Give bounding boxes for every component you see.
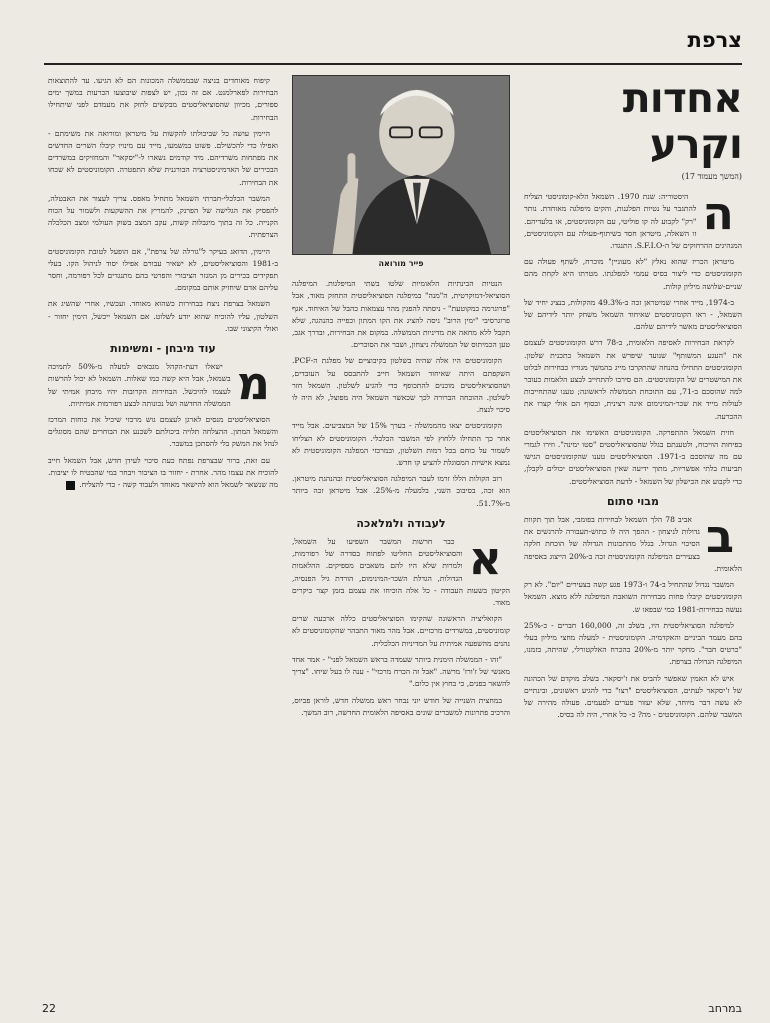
dropcap: מ [236,356,270,411]
portrait-photo [292,75,510,255]
paragraph: א כבר חרשות המשבר השפיעו על השמאל, והסוציאליסטים החליטו לפתוח בסדרה של רפורמות, ולמרות שלא היו להם משאבים מספיקים. ההלאמות הגדולות, הגדלת השכר-המינימום, הורדת גיל הפנסיה, הקיטון בשעות העבודה - כל אלה הוכיחו את עצמם בזמן קצר כיקרים מאוד. [292,531,510,608]
paragraph: הקומוניסטים היו אלה שהיה בשלטון בקיבוציים של מפלגת ה-PCF. השקפתם היתה שאיחוד השמאל חייב להתבסס על העובדים, ושהסוציאליסטים מוכנים להתכופף כדי להגיע לשלטון. השמאל חזר לשלטון. ההוכחה הברורה לכך שכאשר השמאל היה מפוצל, לא היה לו סיכוי לנצח. [292,356,510,415]
paragraph: הקואליציה הראשונה שהקימו הסוציאליסטים כללה ארבעה שרים קומוניסטים, במשרדים מרכזיים. אבל מהר מאוד התבהר שהקומוניסטים לא נהנים מהשפעה אמיתית על המדיניות הכלכלית. [292,614,510,648]
paragraph: מ ישאלו דעת-הקהל מגבאים למעלה מ-50% לתמיכה בשמאל, אבל היא קשה כמו שאלות. השמאל לא יכול להרשות לעצמו להיכשל. הבחירות הקרובות יהיו מיבחן אמיתי של הממשלה החדשה ושל נכונותה לבצע רפורמות אמיתיות. [48,361,278,410]
paragraph: היימין, הדואג בעיקר ל"גורלה של צרפת", אם הופעל לטובת הקומוניסטים ב-1981 והסוציאליסטים, לא ישאיר עבורם אפילו יסוד לניהול הקו. בעלי תפקידים בכירים מן המגזר הציבורי והפרטי בהם מתנגדים לכל רפורמה, וחסר עליהם אדם שיחזיק אותם במקומם. [48,246,278,293]
paragraph: עם זאת, ברור שבצרפת נפתח כעת סיכוי לעידן חדש, אבל השמאל חייב להוכיח את עצמו מהר. אחרת - יחזור בו הציבור ויבחר במי שהבטיח לו יציבות. מה שנשאר לשמאל הוא להישאר מאוחד ולעבוד קשה - כדי להצליח. [48,455,278,490]
paragraph: המשבר הכלכלי-חברתי השמאל מתחיל מאפס. צריך לעצור את האבטלה, להפסיק את הגלישה של הפרנק, להמריץ את ההשקעות ולשמור על הכוח הקנייה. כל זה בתוך מיגבלות קשות, עקב המצב בשוק העולמי ומצב הכלכלה הצרפתית. [48,193,278,240]
footer-label: במרחב [708,1002,742,1015]
top-rule-divider [44,63,742,65]
paragraph: רוב הקולות הללו זרמו לעבר המיפלגה הסוציאליסטית ובהנהגת מיטראן. הוא זכה, בסיבוב השני, בלמעלה מ-25%. אבל מיטראן זכה ביותר מ-51.7%. [292,474,510,508]
paragraph: השמאל בצרפת ניצח בבחירות כשהוא מאוחד. ועכשיו, אחרי שהשיג את השלטון, עליו להוכיח שהוא יודע לשלוט. אם השמאל ייכשל, הימין יחזור - ואולי הקיצוני שבו. [48,299,278,333]
paragraph: חזית השמאל ההתפרקה. הקומוניסטים האשימו את הסוציאליסטים בפיחות הוויכוח, ולטענתם בגלל שהסוציאליסטים "סטו ימינה". וזירו לגמרי עם מה שהוסכם ב-1971. הסוציאליסטים טענו שהקומוניסטים הגישו תביעות בלתי אפשריות, מתוך ידיעה שאין הסוציאליסטים יכולים לקבלן, כדי לקבוע את הכישלון של השמאל - לדעת הסוציאליסטים. [524,427,742,486]
paragraph: איש לא האמין שאפשר להביס את ז'יסקאר. בשלב מוקדם של הכהונה של ז'יסקאר לעתים, הסוציאליסטים "רצו" כדי להגיע ראשונים, ובינתיים לא עשה דבר מיוחד, שלא יעזור פערים לפעמים. פעולה מהירה של המשבר שלהם. הקומוניסטים - מה? כ- כל אחרי, היה לה בסיס. [524,673,742,720]
article-column-left [48,75,278,1010]
continuation-note: (המשך מעמוד 17) [681,172,742,181]
section-header: צרפת [687,28,742,52]
dropcap: א [468,531,502,586]
paragraph: הקומוניסטים יצאו מהממשלה - בערך 15% של המצביעים. אבל מייד אחר כך התחילו ללחוץ לפי המשבר הכלכלי. הקומוניסטים לא הצליחו לשמור על כוחם בכל רמות השלטון, ובמרכזי המפלגה הקומוניסטית לא נמצא אישיות המסוגלת להציע קו חדש. [292,421,510,468]
subheading: לעבודה ולמלאכה [356,516,446,530]
paragraph: ב-1974, מייד אחרי שמיטראן זכה ב-49.3% מהקולות, בנציג יחיד של השמאל, - ראו הקומוניסטים שאיחוד השמאל משחק יותר לידיהם של הסוציאליסטים מאשר לידיהם שלהם. [524,297,742,332]
paragraph: הסוציאליסטים מנסים לארגן לעצמם גוש מרכזי שיכיל את כוחות המרכז והשמאל המתון. ההצלחה תלויה ביכולתם לשכנע את הבוחרים שהם מסוגלים לנהל את המשק בלי להסתכן במשבר. [48,415,278,449]
paragraph: למיפלגה הסוציאליסטית היו, בשלב זה, 160,000 חברים - כ-25% בהם מעמד הביניים והאקדמיה. הקומוניסטית - למעלה מחצי מיליון בעלי "כרטיס חבר". מחקר יותר מ-20% בהכרח האלקטורלי, שהיתה, בזמנו, המיפלגה הגדולה בצרפת. [524,620,742,667]
paragraph: הנטיות הבינתיות הלאומיות שלטו בשתי המיפלגות. המיפלגה הסוציאל-דמוקרטית, ה"מנה" במיפלגה הסוציאליסטית התחזק מאוד, אבל "פרוגרמה כמקוטעת" - ניסתה להפגין מהר עצמאות כהבל של האיחוד. אגף פרוגרסיבי "ימין הרוב" ניסה להציג את הקו המתון וכפייה כהנהגה, שלא תקבל ללא מחאה את מדיניות הממשלה. במקום את הבחירות, ובדרך אגב, טען הכמיתוס של הממשלה ניצחון, ושבר את הסוכרים. [292,279,510,350]
paragraph: המשבר נגדול שהתחיל ב-74 ו-1973 פגע קשה בצעירים "יום". לא רק הקומוניסטים קיבלו פחות מבחירות השואבת המיפלגה ללא מוצא. השמאל נעשה בבחירות-1981 כמי שבפאו ש. [524,580,742,614]
dropcap: ב [705,509,734,564]
end-of-article-mark [66,481,75,490]
paragraph: היימין עושה כל שביכולתו להקשות על מיטראן ומורואה את משימתם - ואפילו כדי להכשילם. פשוט במשמעו, מייד עם מינויו קיבלו השרים החדשים את מפתחות משרדיהם. מיד קודמים נשארו ל-"יסקאר" והמחזיקים במשרדים הבכירים של האדמיניסטרציה הבורגנית שלא התפטרה. הקומוניסטים לא שכחו את הבחירות. [48,128,278,187]
paragraph: ב אביב 78 הלך השמאל לבחירות בפומבי, אבל תוך תקוות גדולות לניצחון - ההפך היה לו כתוש-תעבורה להרגשים את הסיכוי הגדול. בגלל מהתכונות הגדולה של הוכחת חלקה בצעירים המיפלגה הקומוניסטית זכה ב-20% הייצוג באסיפה הלאומית. [524,509,742,573]
photo-caption: פייר מורואה [378,259,424,268]
paragraph: לקראת הבחירות לאסיפה הלאומית, ב-78 דרש הקומוניסטים לעצמם את "העגע המשותף" שנועד שיפרש את השמאל כתכנית שלטון. הקומוניסטים התחילו בהנחה שהתקרבו מייג בהמשך מגוריו כבחירות לבלוט את המישטרים של הקומוניסטים. הם סירבו להתחייב לבצע הלאמות כעובר למה שהוסכם ב-71, עם התוכחת הממשלה לראשונה; טענו שהתחייבות לעולות מייד את שכר-המינימום אינה רצינית, ובסוף הם אולי קצרו את ההכרעה. [524,338,742,421]
article-title: אחדות וקרע [622,75,742,168]
paragraph: במחצית השנייה של חודש יוני נבחר ראש ממשלה חדש, לוראן פביוס, והרכיב פתרונות למשברים שונים באסיפה הלאומית החדשה, רוב המשך. [292,695,510,717]
paragraph: "זהו - הממשלה הימנית ביותר שעמדה בראש השמאל לפני" - אמר אחד מאנשי של ז'ורז' מרשה. "אבל זה הכרח מרכזי" - ענה לו בעל שיחו. "צריך להשאר בפנים, כי בחוץ אין כלום." [292,654,510,689]
dropcap: ה [702,186,734,241]
paragraph: ה היסטוריה: שנת 1970. השמאל הלא-קומוניסטי הצליח להתגבר על נטיות הפלגנות, והקים מיפלגה מאוחדת. נותר "רק" לקבוע לה קו פוליטי, עם הקומוניסטים, או בלעדיהם. זו השאלה, מיטראן חסד בשיתוף-פעולה עם הקומוניסטים, המנהיגים ההרחוקים של ה-S.F.I.O. התנגדו. [524,186,742,251]
paragraph: מיטראן הכריז שהוא נאלץ "לא מעוניין" מוכרח, לשתף פעולה עם הקומוניסטים כדי ליצור בסיס עממי למפלגתו. מטרתו היא לקחת מהם שניים-שלושה מיליון קולות. [524,257,742,291]
article-column-right [524,75,742,1010]
subheading: מבוי סתום [607,494,659,508]
portrait-illustration [293,76,509,254]
article-column-middle [292,75,510,1010]
subheading: עוד מיבחן - ומשימות [110,342,216,356]
paragraph: קיפוח מאוחדים בניצה שבממשלה המכונות הם לא הגיעו. עד להתוצאות הבחירות לפארלמנט. אם זה נכון, יש לצפות שיבוצעו הכרעות במשך ימים ספורים, מכיוון שהסוציאליסטים מבקשים לחזק את מעמדם לפני שיתחילו הבחירות. [48,76,278,122]
page-number: 22 [42,1002,56,1015]
